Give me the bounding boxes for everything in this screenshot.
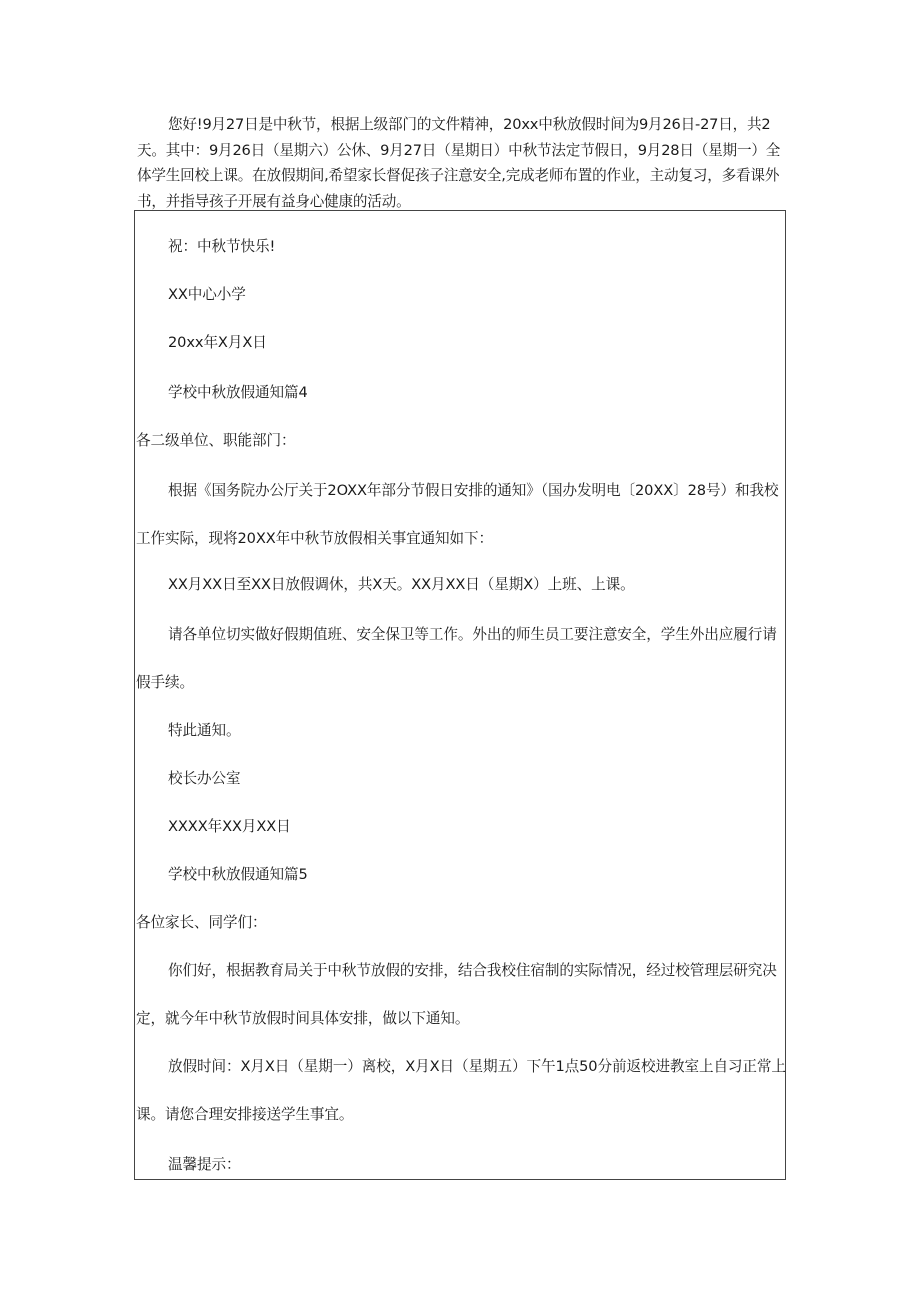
notice4-date: XXXX年XX月XX日 bbox=[168, 818, 291, 835]
intro-paragraph-block bbox=[137, 112, 787, 214]
notice5-para1-line2: 定，就今年中秋节放假时间具体安排，做以下通知。 bbox=[136, 1010, 470, 1027]
bordered-content-frame bbox=[134, 210, 786, 1180]
recipients-line: 各二级单位、职能部门： bbox=[136, 432, 296, 449]
intro-paragraph: 您好!9月27日是中秋节，根据上级部门的文件精神，20xx中秋放假时间为9月26日-27日，共2天。其中：9月26日（星期六）公休、9月27日（星期日）中秋节法定节假日，9月28日（星期一）全体学生回校上课。在放假期间,希望家长督促孩子注意安全,完成老师布置的作业，主动复习，多看课外书，并指导孩子开展有益身心健康的活动。 bbox=[137, 116, 781, 210]
notice4-signer: 校长办公室 bbox=[168, 770, 241, 787]
wish-line: 祝：中秋节快乐! bbox=[168, 238, 276, 255]
section-title-4: 学校中秋放假通知篇4 bbox=[168, 384, 308, 401]
notice4-para2-line1: 请各单位切实做好假期值班、安全保卫等工作。外出的师生员工要注意安全，学生外出应履行请 bbox=[168, 626, 777, 643]
notice4-closing: 特此通知。 bbox=[168, 722, 241, 739]
notice4-schedule: XX月XX日至XX日放假调休，共X天。XX月XX日（星期X）上班、上课。 bbox=[168, 576, 635, 593]
notice4-para2-line2: 假手续。 bbox=[136, 674, 194, 691]
notice5-tips: 温馨提示： bbox=[168, 1156, 241, 1173]
notice5-time-line2: 课。请您合理安排接送学生事宜。 bbox=[136, 1106, 354, 1123]
section-title-5: 学校中秋放假通知篇5 bbox=[168, 866, 308, 883]
school-signature: XX中心小学 bbox=[168, 286, 246, 303]
notice4-para1-line1: 根据《国务院办公厅关于2OXX年部分节假日安排的通知》（国办发明电〔20XX〕28号）和我校 bbox=[168, 482, 779, 499]
notice5-recipients: 各位家长、同学们： bbox=[136, 914, 267, 931]
notice4-para1-line2: 工作实际，现将20XX年中秋节放假相关事宜通知如下： bbox=[136, 530, 494, 547]
letter-date: 20xx年X月X日 bbox=[168, 334, 267, 351]
notice5-time-line1: 放假时间：X月X日（星期一）离校，X月X日（星期五）下午1点50分前返校进教室上自习正常上 bbox=[168, 1058, 786, 1075]
notice5-para1-line1: 你们好，根据教育局关于中秋节放假的安排，结合我校住宿制的实际情况，经过校管理层研究决 bbox=[168, 962, 777, 979]
